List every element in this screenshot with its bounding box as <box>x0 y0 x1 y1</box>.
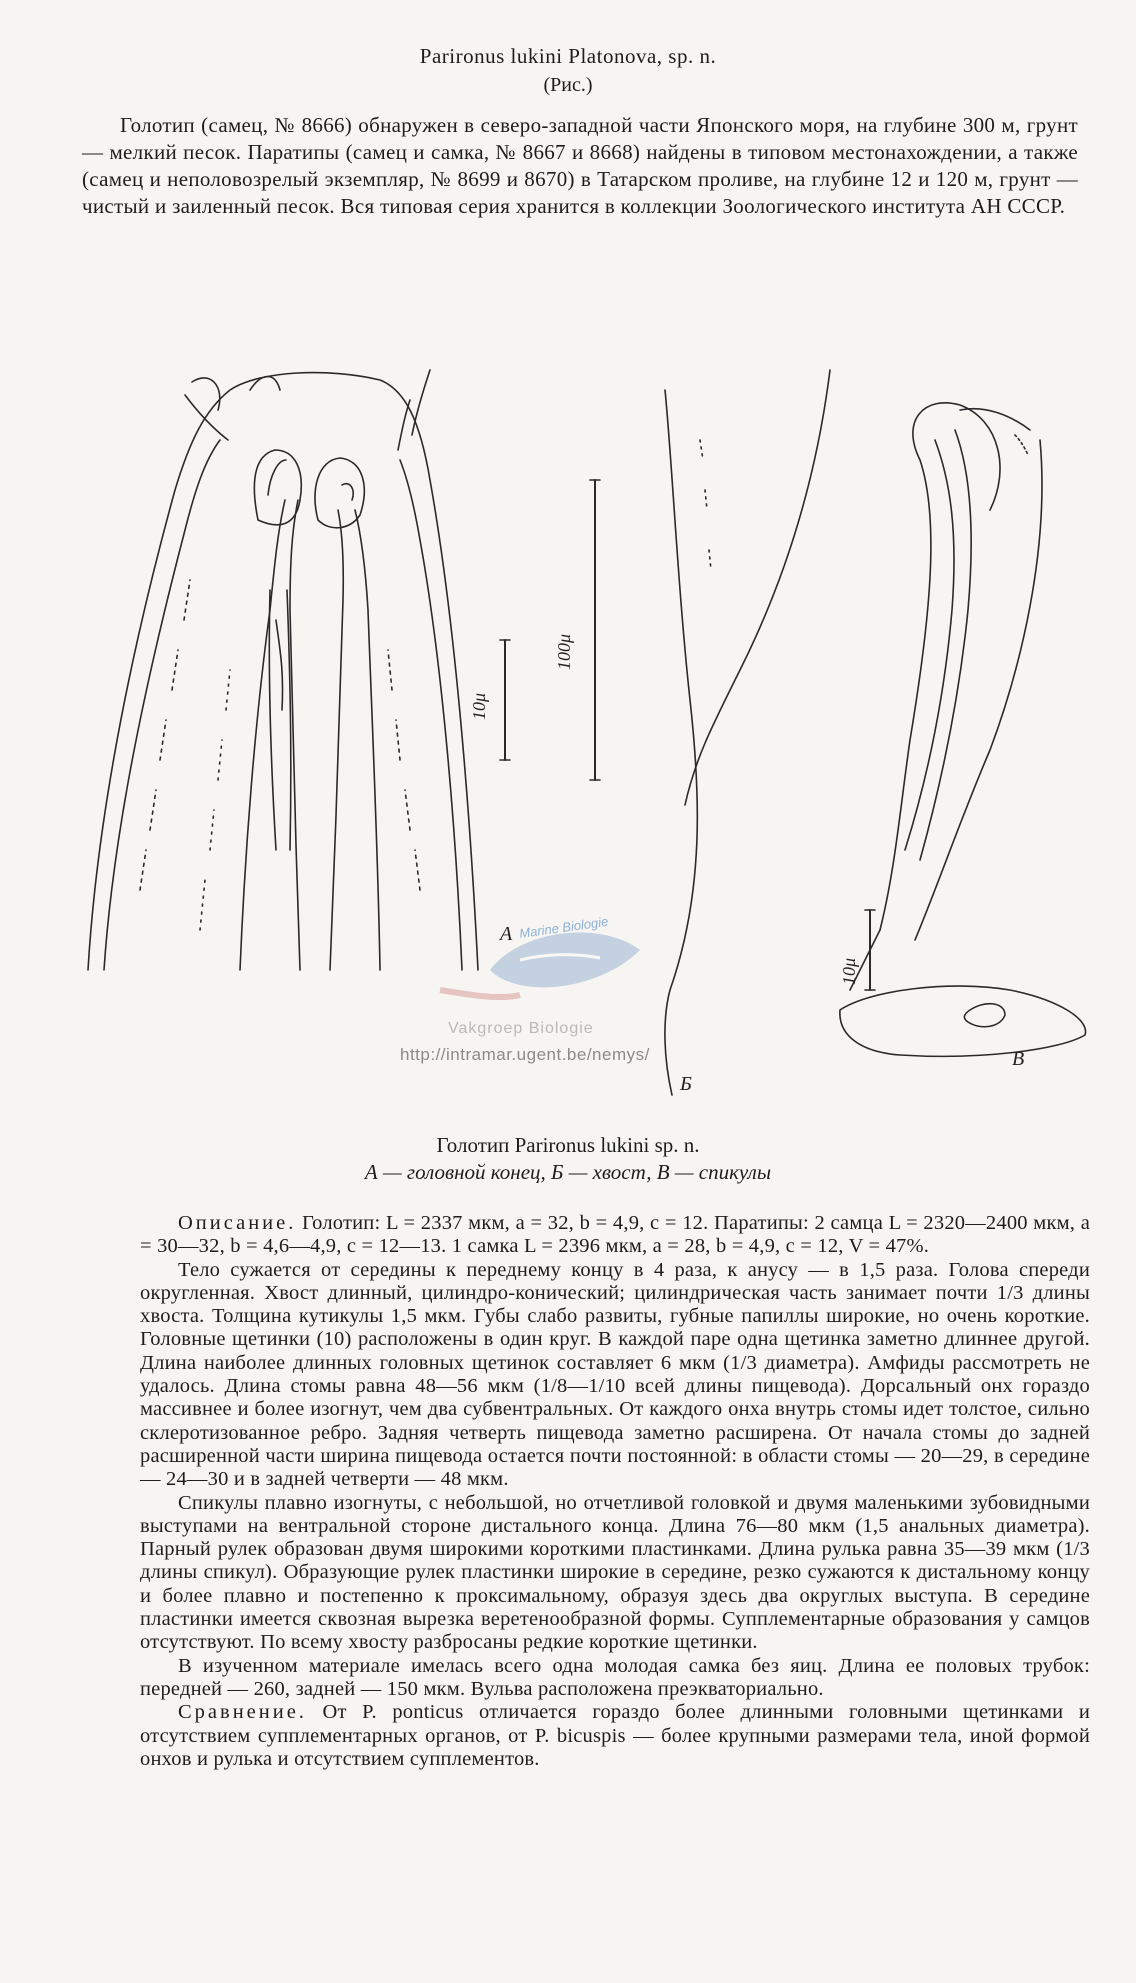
comparison-paragraph <box>140 1701 1090 1771</box>
scale-label-b: 100μ <box>554 633 574 670</box>
panel-label-b: Б <box>680 1073 692 1095</box>
scale-label-a: 10μ <box>469 692 489 720</box>
spicules-paragraph: Спикулы плавно изогнуты, с небольшой, но отчетливой головкой и двумя маленькими зубовидными выступами на вентральной стороне дистального конца. Длина 76—80 мкм (1,5 анальных диаметра). Парный рулек образован двумя широкими короткими пластинками. Длина рулька равна 35—39 мкм (1/3 длины спикул). Образующие рулек пластинки широкие в середине, резко сужаются к дистальному концу и более плавно и постепенно к проксимальному, образуя здесь два округлых выступа. В середине пластинки имеется сквозная вырезка веретенообразной формы. Супплементарные образования у самцов отсутствуют. По всему хвосту разбросаны редкие короткие щетинки. <box>140 1491 1090 1654</box>
watermark-url: http://intramar.ugent.be/nemys/ <box>400 1045 650 1064</box>
section-heading-description: Описание. <box>178 1212 297 1234</box>
watermark-top-text: Marine Biologie <box>518 913 610 941</box>
figure-reference: (Рис.) <box>543 74 593 96</box>
type-material-paragraph: Голотип (самец, № 8666) обнаружен в северо-западной части Японского моря, на глубине 300 м, грунт — мелкий песок. Паратипы (самец и самка, № 8667 и 8668) найдены в типовом местонахождении, а также (самец и неполовозрелый экземпляр, № 8699 и 8670) в Татарском проливе, на глубине 12 и 120 м, грунт — чистый и заиленный песок. Вся типовая серия хранится в коллекции Зоологического института АН СССР. <box>82 113 1078 218</box>
figure-svg <box>0 290 1136 1120</box>
figure-drawings <box>0 290 1136 1120</box>
species-title: Parironus lukini Platonova, sp. n. <box>419 44 717 68</box>
description-text <box>140 1212 1090 1771</box>
female-paragraph: В изученном материале имелась всего одна молодая самка без яиц. Длина ее половых трубок: передней — 260, задней — 150 мкм. Вульва расположена преэкваториально. <box>140 1654 1090 1700</box>
scale-label-v: 10μ <box>839 957 859 985</box>
comparison-text: От P. ponticus отличается гораздо более длинными головными щетинками и отсутствием супплементарных органов, от P. bicuspis — более крупными размерами тела, иной формой онхов и рулька и отсутствием супплементов. <box>140 1701 1090 1770</box>
watermark-brand-text: Vakgroep Biologie <box>448 1020 594 1037</box>
figure-caption-title: Голотип Parironus lukini sp. n. <box>436 1133 700 1157</box>
panel-label-v: В <box>1012 1048 1025 1070</box>
morphology-paragraph: Тело сужается от середины к переднему концу в 4 раза, к анусу — в 1,5 раза. Голова спереди округленная. Хвост длинный, цилиндро-конический; цилиндрическая часть занимает почти 1/3 длины хвоста. Толщина кутикулы 1,5 мкм. Губы слабо развиты, губные папиллы широкие, но очень короткие. Головные щетинки (10) расположены в один круг. В каждой паре одна щетинка заметно длиннее другой. Длина наиболее длинных головных щетинок составляет 6 мкм (1/3 диаметра). Амфиды рассмотреть не удалось. Длина стомы равна 48—56 мкм (1/8—1/10 всей длины пищевода). Дорсальный онх гораздо массивнее и более изогнут, чем два субвентральных. От каждого онха внутрь стомы идет толстое, сильно склеротизованное ребро. Задняя четверть пищевода заметно расширена. От начала стомы до задней расширенной части ширина пищевода остается почти постоянной: в области стомы — 20—29, в середине — 24—30 и в задней четверти — 48 мкм. <box>140 1258 1090 1491</box>
drawing-a-head-end <box>88 370 510 970</box>
drawing-b-tail <box>590 370 830 1095</box>
description-paragraph <box>140 1212 1090 1259</box>
section-heading-comparison: Сравнение. <box>178 1701 307 1724</box>
panel-label-a: А <box>500 923 513 945</box>
measurements-text: Голотип: L = 2337 мкм, a = 32, b = 4,9, c = 12. Паратипы: 2 самца L = 2320—2400 мкм, a = 30—32, b = 4,6—4,9, c = 12—13. 1 самка L = 2396 мкм, a = 28, b = 4,9, c = 12, V = 47%. <box>140 1212 1090 1258</box>
figure-caption-legend: А — головной конец, Б — хвост, В — спикулы <box>364 1160 772 1184</box>
drawing-v-spicules <box>840 403 1086 1057</box>
